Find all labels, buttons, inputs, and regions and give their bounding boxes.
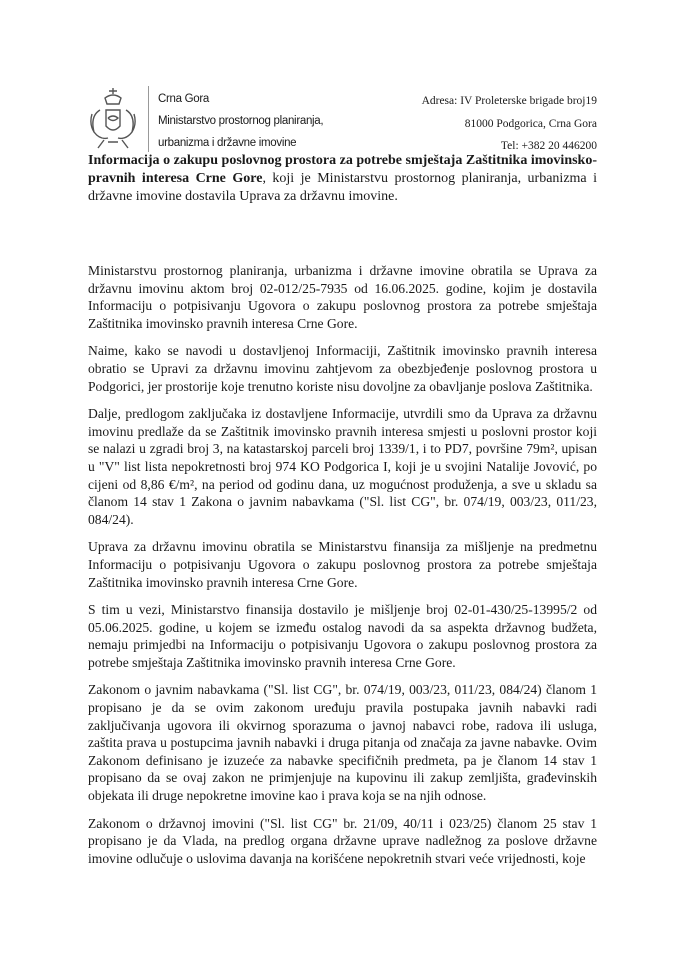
paragraph: Zakonom o državnoj imovini ("Sl. list CG" br. 21/09, 40/11 i 023/25) članom 25 stav 1 propisano je da Vlada, na predlog organa državne uprave nadležnog za poslove državne imovine odlučuje o uslovima davanja na korišćene nepokretnih stvari veće vrijednosti, koje (88, 815, 597, 866)
title-bold: Informacija o zakupu poslovnog prostora za potrebe smještaja Zaštitnika imovinsko-pravnih interesa Crne Gore (88, 153, 597, 186)
document-title (88, 152, 597, 206)
title-rest: , koji je Ministarstvu prostornog planiranja, urbanizma i državne imovine dostavila Uprava za državnu imovine. (88, 171, 597, 204)
paragraph: Zakonom o javnim nabavkama ("Sl. list CG", br. 074/19, 003/23, 011/23, 084/24) članom 1 propisano je da se ovim zakonom uređuju pravila postupaka javnih nabavki radi zaključivanja ugovora ili okvirnog sporazuma o javnoj nabavci robe, radova ili usluga, zaštita prava u postupcima javnih nabavki i druga pitanja od značaja za javne nabavke. Ovim Zakonom definisano je izuzeće za nabavke specifičnih predmeta, pa je članom 14 stav 1 propisano da se ovaj zakon ne primjenjuje na kupovinu ili zakup zemljišta, građevinskih objekata ili druge nepokretne imovine kao i prava koja se na njih odnose. (88, 682, 597, 804)
paragraph: S tim u vezi, Ministarstvo finansija dostavilo je mišljenje broj 02-01-430/25-13995/2 od 05.06.2025. godine, u kojem se između ostalog navodi da sa aspekta državnog budžeta, nemaju primjedbi na Informaciju o potpisivanju Ugovora o zakupu poslovnog prostora za potrebe smještaja Zaštitnika imovinsko pravnih interesa Crne Gore. (88, 602, 597, 670)
ministry-name (158, 88, 323, 154)
org-line-ministry-cont: urbanizma i državne imovine (158, 137, 297, 149)
org-line-country: Crna Gora (158, 93, 209, 105)
contact-address (422, 90, 597, 158)
address-street: Adresa: IV Proleterske brigade broj19 (421, 95, 597, 107)
paragraph: Dalje, predlogom zaključaka iz dostavljene Informacije, utvrdili smo da Uprava za državnu imovinu predlaže da se Zaštitnik imovinsko pravnih interesa smjesti u poslovni prostor koji se nalazi u zgradi broj 3, na katastarskoj parceli broj 1339/1, i to PD7, površine 79m², upisan u "V" list lista nepokretnosti broj 974 KO Podgorica I, koji je u svojini Natalije Jovović, po cijeni od 8,86 €/m², na period od godinu dana, uz mogućnost produženja, a sve u skladu sa članom 14 stav 1 Zakona o javnim nabavkama ("Sl. list CG", br. 074/19, 003/23, 011/23, 084/24). (88, 406, 597, 527)
paragraph: Uprava za državnu imovinu obratila se Ministarstvu finansija za mišljenje na predmetnu Informaciju o potpisivanju Ugovora o zakupu poslovnog prostora za potrebe smještaja Zaštitnika imovinsko pravnih interesa Crne Gore. (88, 539, 597, 590)
paragraph: Ministarstvu prostornog planiranja, urbanizma i državne imovine obratila se Uprava za državnu imovinu aktom broj 02-012/25-7935 od 16.06.2025. godine, kojim je dostavila Informaciju o potpisivanju Ugovora o zakupu poslovnog prostora za potrebe smještaja Zaštitnika imovinsko pravnih interesa Crne Gore. (88, 263, 597, 331)
coat-of-arms-logo (88, 84, 138, 152)
paragraph: Naime, kako se navodi u dostavljenoj Informaciji, Zaštitnik imovinsko pravnih interesa obratio se Upravi za državnu imovinu zahtjevom za obezbjeđenje poslovnog prostora u Podgorici, jer prostorije koje trenutno koriste nisu dovoljne za obavljanje poslova Zaštitnika. (88, 343, 597, 394)
header-divider (148, 86, 149, 152)
address-phone: Tel: +382 20 446200 (500, 140, 597, 152)
address-city: 81000 Podgorica, Crna Gora (464, 117, 597, 130)
document-body (88, 262, 597, 877)
org-line-ministry: Ministarstvo prostornog planiranja, (158, 115, 324, 127)
